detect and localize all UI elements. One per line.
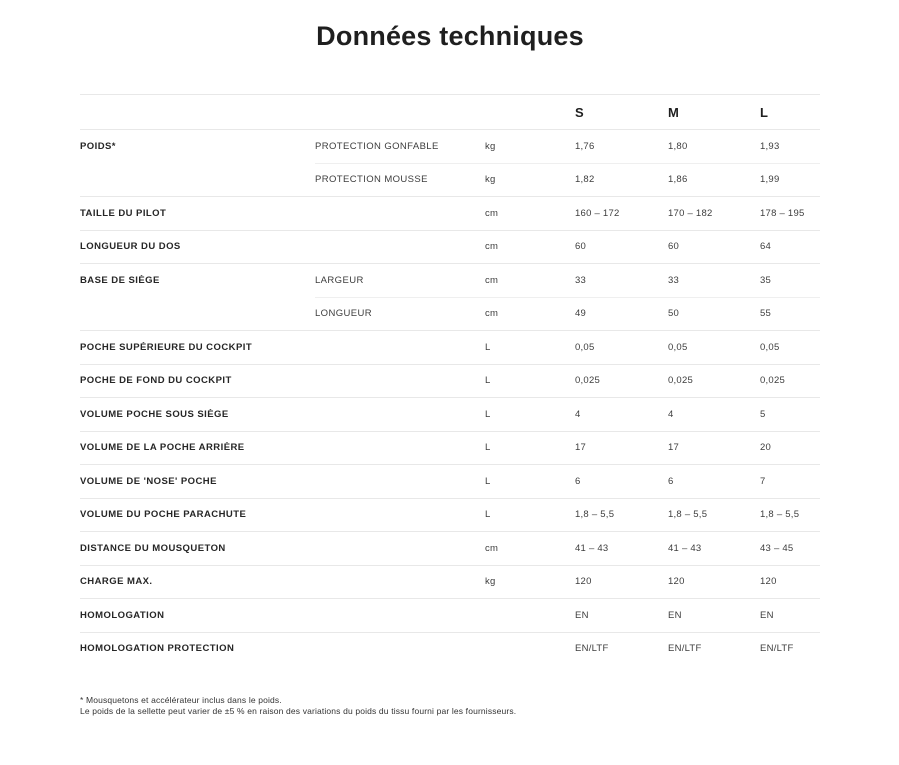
spec-row <box>80 465 820 498</box>
row-label: VOLUME DU POCHE PARACHUTE <box>80 509 247 521</box>
spec-table <box>80 94 820 665</box>
row-label: VOLUME DE 'NOSE' POCHE <box>80 475 217 487</box>
row-value-m: 4 <box>668 408 674 420</box>
row-value-l: EN/LTF <box>760 643 794 655</box>
footnotes <box>80 695 899 717</box>
row-unit: kg <box>485 140 496 152</box>
spec-row <box>80 331 820 364</box>
row-value-m: EN <box>668 609 682 621</box>
row-value-l: 178 – 195 <box>760 207 805 219</box>
row-value-s: 49 <box>575 308 587 320</box>
row-value-l: 5 <box>760 408 766 420</box>
footnote-line: * Mousquetons et accélérateur inclus dans le poids. <box>80 695 282 705</box>
row-value-l: 64 <box>760 241 772 253</box>
row-unit: cm <box>485 542 499 554</box>
row-sublabel: LARGEUR <box>315 274 364 286</box>
row-value-s: 17 <box>575 442 587 454</box>
row-unit: cm <box>485 241 499 253</box>
row-value-s: 0,025 <box>575 375 601 387</box>
spec-row <box>80 633 820 666</box>
row-unit: L <box>485 375 491 387</box>
row-unit: L <box>485 341 491 353</box>
row-label: POCHE SUPÉRIEURE DU COCKPIT <box>80 341 253 353</box>
row-value-m: 17 <box>668 442 680 454</box>
row-value-s: 6 <box>575 475 581 487</box>
spec-row <box>80 130 820 163</box>
row-value-s: 60 <box>575 241 587 253</box>
row-value-l: 120 <box>760 576 777 588</box>
row-value-s: 120 <box>575 576 592 588</box>
row-value-l: 0,05 <box>760 341 780 353</box>
spec-row <box>80 432 820 465</box>
spec-row <box>80 231 820 264</box>
row-value-l: 1,93 <box>760 140 780 152</box>
row-value-m: 170 – 182 <box>668 207 713 219</box>
row-value-m: 1,80 <box>668 140 688 152</box>
row-unit: cm <box>485 274 499 286</box>
row-unit: cm <box>485 308 499 320</box>
row-value-l: 20 <box>760 442 772 454</box>
row-value-l: 55 <box>760 308 772 320</box>
row-value-s: 33 <box>575 274 587 286</box>
row-label: BASE DE SIÈGE <box>80 274 160 286</box>
row-value-l: 0,025 <box>760 375 786 387</box>
spec-row <box>80 164 820 197</box>
spec-row <box>80 398 820 431</box>
row-value-m: 120 <box>668 576 685 588</box>
row-value-l: 7 <box>760 475 766 487</box>
row-value-m: 1,8 – 5,5 <box>668 509 708 521</box>
row-sublabel: PROTECTION MOUSSE <box>315 174 428 186</box>
row-unit: kg <box>485 174 496 186</box>
row-label: DISTANCE DU MOUSQUETON <box>80 542 226 554</box>
row-value-m: 0,05 <box>668 341 688 353</box>
row-value-l: 1,99 <box>760 174 780 186</box>
row-value-s: 160 – 172 <box>575 207 620 219</box>
row-value-s: 0,05 <box>575 341 595 353</box>
row-value-s: 1,76 <box>575 140 595 152</box>
spec-table-rows <box>80 130 820 665</box>
row-sublabel: LONGUEUR <box>315 308 373 320</box>
row-value-m: 60 <box>668 241 680 253</box>
row-value-m: 33 <box>668 274 680 286</box>
row-unit: L <box>485 442 491 454</box>
row-label: POCHE DE FOND DU COCKPIT <box>80 375 232 387</box>
page-title: Données techniques <box>316 21 584 51</box>
row-value-m: 6 <box>668 475 674 487</box>
footnote-line: Le poids de la sellette peut varier de ±5 % en raison des variations du poids du tissu fourni par les fournisseurs. <box>80 706 517 717</box>
row-value-s: 41 – 43 <box>575 542 609 554</box>
row-value-s: 1,82 <box>575 174 595 186</box>
row-value-m: 0,025 <box>668 375 694 387</box>
row-value-m: EN/LTF <box>668 643 702 655</box>
spec-row <box>80 532 820 565</box>
row-label: POIDS* <box>80 140 116 152</box>
row-label: HOMOLOGATION <box>80 609 165 621</box>
row-unit: L <box>485 509 491 521</box>
row-label: CHARGE MAX. <box>80 576 153 588</box>
row-value-s: EN/LTF <box>575 643 609 655</box>
row-value-m: 1,86 <box>668 174 688 186</box>
row-unit: kg <box>485 576 496 588</box>
row-label: VOLUME POCHE SOUS SIÈGE <box>80 408 229 420</box>
size-column-header-m: M <box>668 104 680 120</box>
row-value-l: 1,8 – 5,5 <box>760 509 800 521</box>
size-column-header-s: S <box>575 104 584 120</box>
row-label: LONGUEUR DU DOS <box>80 241 181 253</box>
row-value-m: 41 – 43 <box>668 542 702 554</box>
spec-row <box>80 365 820 398</box>
row-value-m: 50 <box>668 308 680 320</box>
spec-row <box>80 298 820 331</box>
row-label: TAILLE DU PILOT <box>80 207 167 219</box>
spec-row <box>80 197 820 230</box>
spec-row <box>80 499 820 532</box>
row-unit: L <box>485 475 491 487</box>
spec-row <box>80 566 820 599</box>
row-sublabel: PROTECTION GONFABLE <box>315 140 439 152</box>
spec-row <box>80 264 820 297</box>
row-unit: cm <box>485 207 499 219</box>
row-label: VOLUME DE LA POCHE ARRIÈRE <box>80 442 245 454</box>
row-value-s: EN <box>575 609 589 621</box>
row-value-s: 4 <box>575 408 581 420</box>
spec-row <box>80 599 820 632</box>
row-value-l: 43 – 45 <box>760 542 794 554</box>
table-header-row <box>80 94 820 130</box>
row-unit: L <box>485 408 491 420</box>
row-label: HOMOLOGATION PROTECTION <box>80 643 235 655</box>
size-column-header-l: L <box>760 104 769 120</box>
row-value-l: 35 <box>760 274 772 286</box>
row-value-l: EN <box>760 609 774 621</box>
row-value-s: 1,8 – 5,5 <box>575 509 615 521</box>
